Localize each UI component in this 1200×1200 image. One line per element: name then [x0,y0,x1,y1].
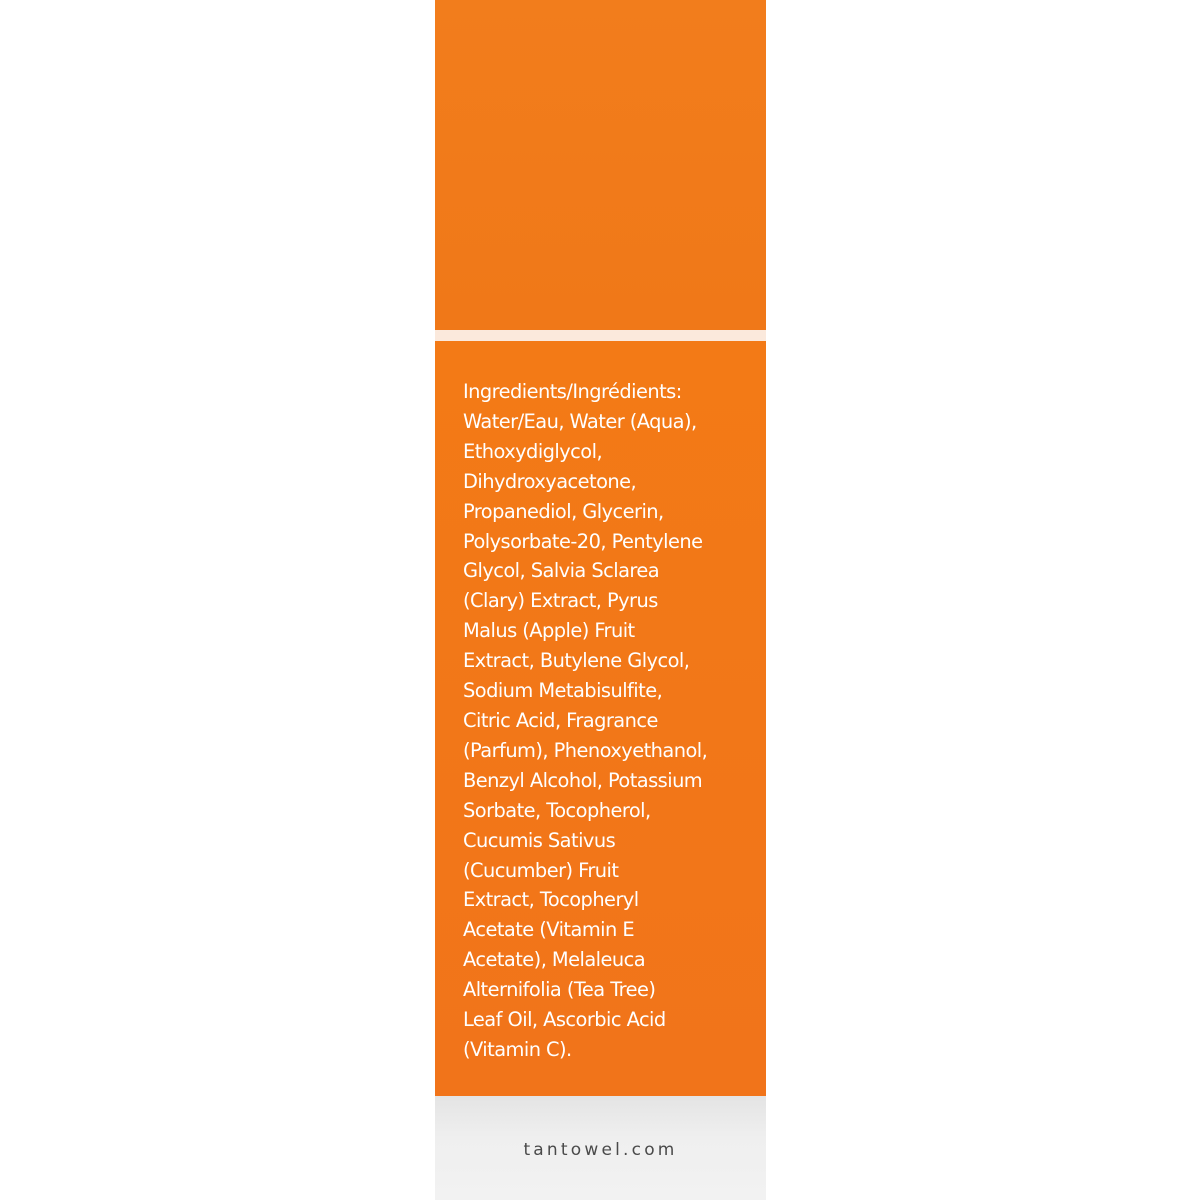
ingredients-line: (Clary) Extract, Pyrus [463,589,658,613]
ingredients-list [463,377,763,1065]
ingredients-line: (Parfum), Phenoxyethanol, [463,738,708,762]
ingredients-line: Sodium Metabisulfite, [463,679,663,703]
ingredients-line: Glycol, Salvia Sclarea [463,559,660,583]
ingredients-line: Dihydroxyacetone, [463,469,637,493]
white-divider-stripe [435,330,766,341]
ingredients-line: Polysorbate-20, Pentylene [463,529,703,553]
ingredients-line: Extract, Butylene Glycol, [463,649,690,673]
ingredients-line: Ingredients/Ingrédients: [463,380,682,403]
ingredients-line: Benzyl Alcohol, Potassium [463,768,703,792]
orange-top-section [435,0,766,330]
ingredients-line: Propanediol, Glycerin, [463,499,664,523]
ingredients-line: Ethoxydiglycol, [463,439,603,463]
ingredients-line: Acetate), Melaleuca [463,948,646,972]
ingredients-line: Sorbate, Tocopherol, [463,798,651,822]
ingredients-line: Alternifolia (Tea Tree) [463,978,656,1002]
product-box-side-panel [435,0,766,1200]
ingredients-line: Leaf Oil, Ascorbic Acid [463,1008,666,1032]
ingredients-line: (Cucumber) Fruit [463,858,619,882]
gray-footer-section [435,1096,766,1200]
ingredients-line: Water/Eau, Water (Aqua), [463,409,697,433]
ingredients-line: (Vitamin C). [463,1037,572,1061]
ingredients-line: Extract, Tocopheryl [463,888,639,912]
ingredients-line: Citric Acid, Fragrance [463,708,658,732]
ingredients-line: Acetate (Vitamin E [463,918,635,942]
ingredients-line: Malus (Apple) Fruit [463,619,635,643]
website-url: tantowel.com [523,1140,678,1160]
ingredients-line: Cucumis Sativus [463,828,616,852]
ingredients-section [435,341,766,1096]
